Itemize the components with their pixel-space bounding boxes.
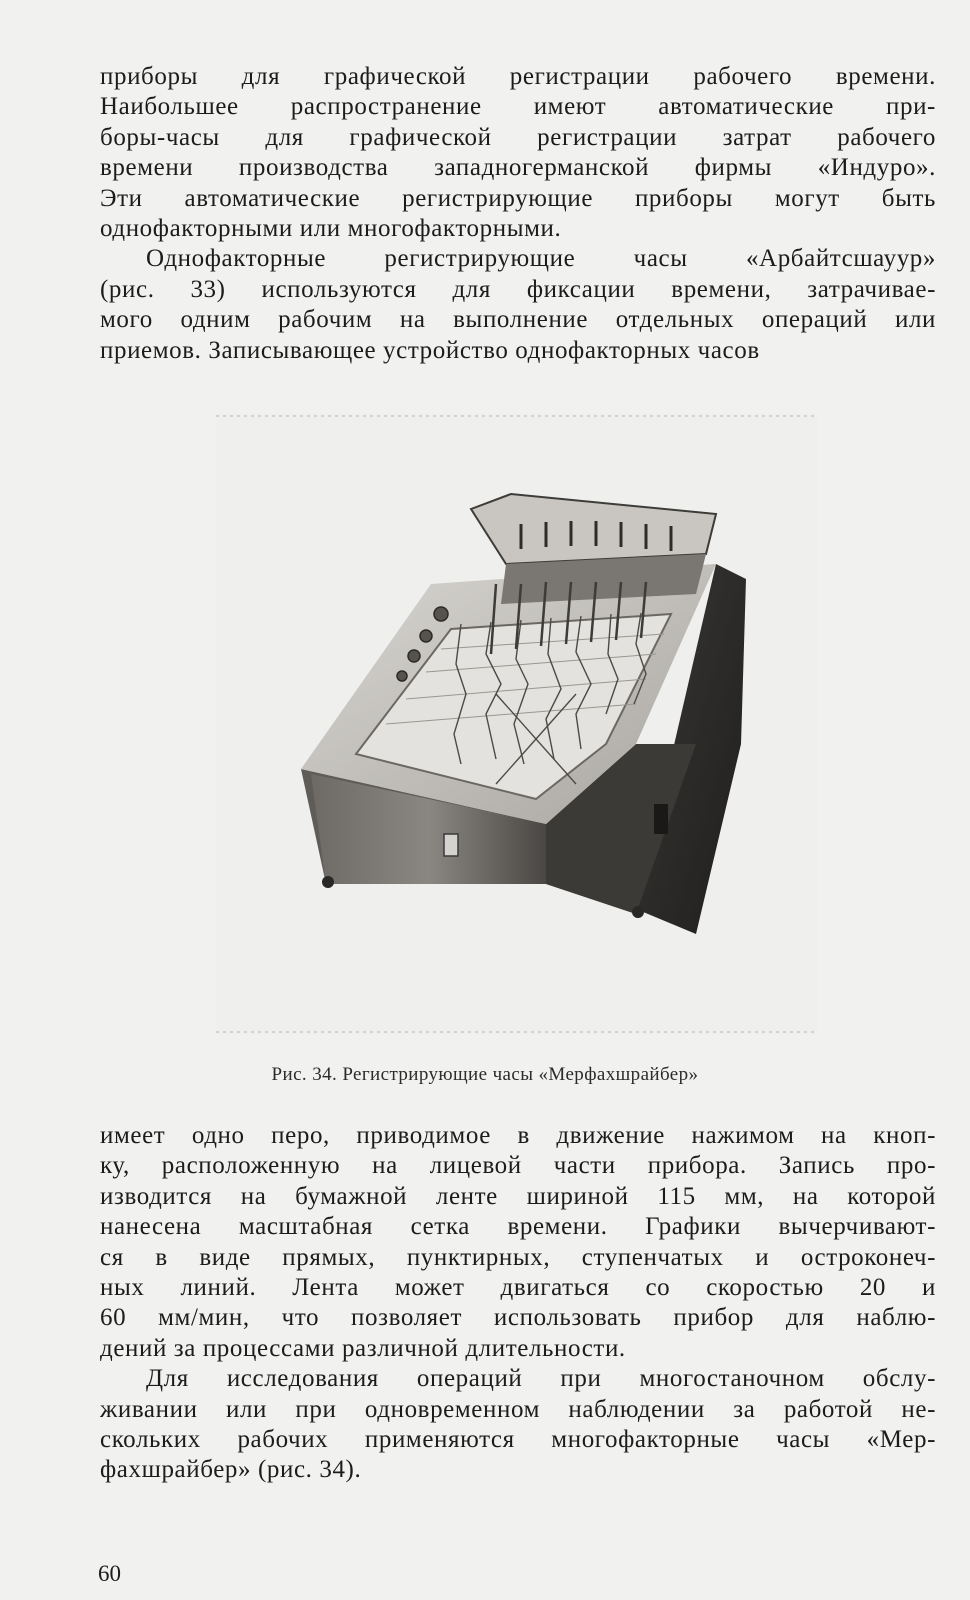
text-line: боры-часы для графической регистрации затрат рабочего <box>100 123 936 151</box>
text-line: изводится на бумажной ленте шириной 115 мм, на которой <box>100 1182 936 1210</box>
figure-caption: Рис. 34. Регистрирующие часы «Мерфахшрайбер» <box>271 1064 699 1085</box>
text-line: ных линий. Лента может двигаться со скоростью 20 и <box>100 1274 936 1302</box>
paragraph <box>100 1121 936 1364</box>
registering-clock-illustration <box>216 414 817 1034</box>
text-line: (рис. 33) используются для фиксации времени, затрачивае- <box>100 275 936 303</box>
text-line: дений за процессами различной длительности. <box>100 1334 626 1362</box>
text-line: времени производства западногерманской фирмы «Индуро». <box>100 154 936 182</box>
text-line: имеет одно перо, приводимое в движение нажимом на кноп- <box>100 1122 936 1149</box>
page-number: 60 <box>98 1561 121 1586</box>
paragraph <box>100 62 936 244</box>
text-line: Для исследования операций при многостаночном обслу- <box>146 1365 936 1393</box>
bottom-text-block <box>100 1121 936 1486</box>
text-line: фахшрайбер» (рис. 34). <box>100 1456 362 1484</box>
text-line: Однофакторные регистрирующие часы «Арбайтсшауур» <box>146 245 936 273</box>
text-line: приборы для графической регистрации рабочего времени. <box>100 63 936 90</box>
text-line: живании или при одновременном наблюдении за работой не- <box>100 1395 936 1423</box>
paragraph <box>100 244 936 366</box>
text-line: скольких рабочих применяются многофакторные часы «Мер- <box>100 1426 936 1454</box>
text-line: Наибольшее распространение имеют автоматические при- <box>100 93 936 121</box>
text-line: приемов. Записывающее устройство однофакторных часов <box>100 336 760 364</box>
paragraph <box>100 1364 936 1486</box>
text-line: нанесена масштабная сетка времени. Графики вычерчивают- <box>100 1213 936 1241</box>
text-line: ся в виде прямых, пунктирных, ступенчатых и остроконеч- <box>100 1243 936 1271</box>
text-line: 60 мм/мин, что позволяет использовать прибор для наблю- <box>100 1304 936 1332</box>
text-line: мого одним рабочим на выполнение отдельных операций или <box>100 306 936 334</box>
top-text-block <box>100 62 936 366</box>
text-line: однофакторными или многофакторными. <box>100 215 562 243</box>
figure-photo <box>216 414 817 1034</box>
text-line: Эти автоматические регистрирующие приборы могут быть <box>100 184 936 212</box>
text-line: ку, расположенную на лицевой части прибора. Запись про- <box>100 1152 936 1180</box>
